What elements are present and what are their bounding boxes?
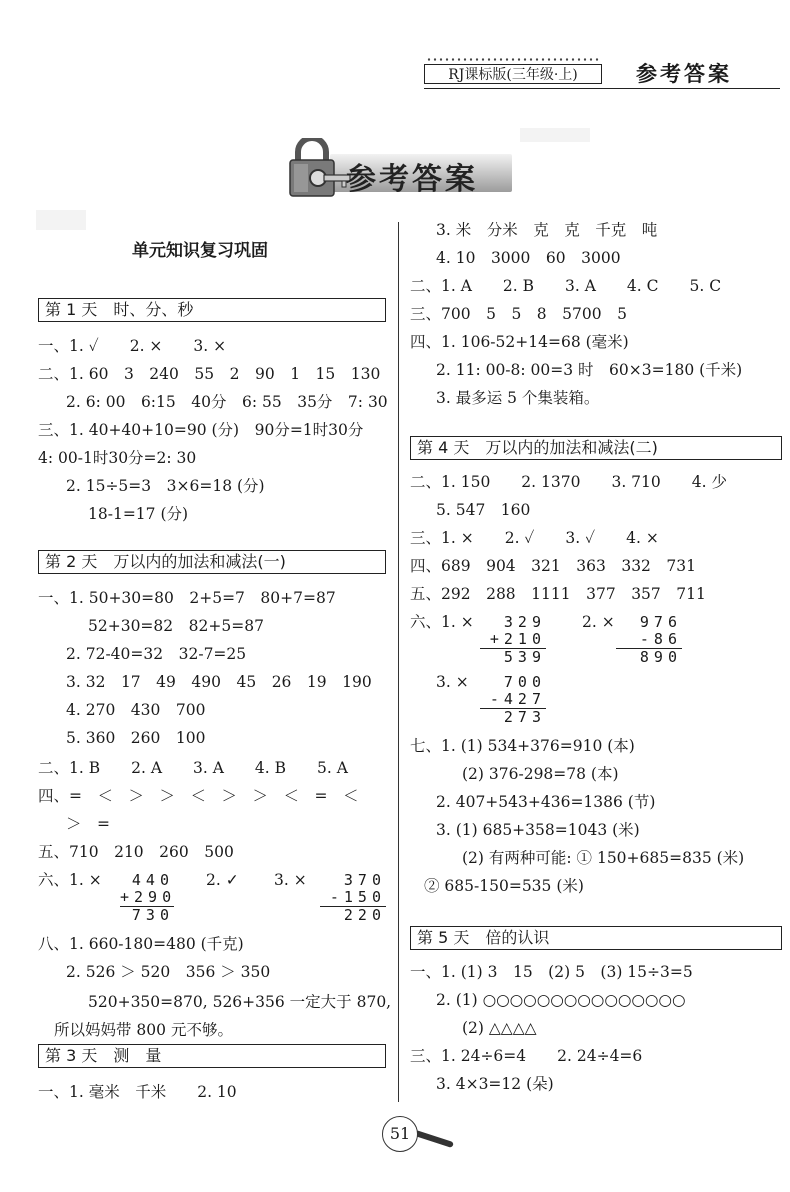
answer-line: 3. 米 分米 克 克 千克 吨 (436, 221, 658, 239)
answer-line: 2. 526 ＞ 520 356 ＞ 350 (66, 963, 271, 981)
answer-line: 一、1. (1) 3 15 (2) 5 (3) 15÷3=5 (410, 963, 693, 981)
calc-result: 539 (480, 648, 546, 666)
answer-line: 2. 72-40=32 32-7=25 (66, 645, 247, 663)
answer-line: 3. × (436, 673, 469, 691)
answer-line: 520+350=870, 526+356 一定大于 870, (88, 993, 392, 1011)
calc-result: 220 (320, 906, 386, 924)
day1-heading: 第 1 天 时、分、秒 (38, 298, 386, 322)
answer-line: 五、710 210 260 500 (38, 843, 234, 861)
answer-line: 三、1. 40+40+10=90 (分) 90分=1时30分 (38, 421, 364, 439)
calc-mid: +210 (489, 630, 546, 648)
answer-line: 3. 最多运 5 个集装箱。 (436, 389, 600, 407)
answer-line: 18-1=17 (分) (88, 505, 189, 523)
header-title: 参考答案 (636, 61, 732, 86)
vertical-calculation (320, 872, 386, 924)
answer-line: 4. 270 430 700 (66, 701, 206, 719)
answer-line: 5. 360 260 100 (66, 729, 206, 747)
answer-line: 四、689 904 321 363 332 731 (410, 557, 697, 575)
answer-line: 2. 15÷5=3 3×6=18 (分) (66, 477, 265, 495)
answer-line: ② 685-150=535 (米) (424, 877, 584, 895)
answer-line: 七、1. (1) 534+376=910 (本) (410, 737, 635, 755)
banner-title: 参考答案 (346, 162, 478, 197)
answer-line: (2) 376-298=78 (本) (462, 765, 619, 783)
calc-result: 273 (480, 708, 546, 726)
answer-line: 八、1. 660-180=480 (千克) (38, 935, 244, 953)
magnifier-icon (414, 1130, 454, 1148)
calc-top: 976 (639, 613, 682, 631)
calc-mid: -427 (489, 690, 546, 708)
answer-line: ＞ = (66, 815, 110, 833)
vertical-calculation (120, 871, 177, 924)
answer-line: 一、1. 毫米 千米 2. 10 (38, 1083, 237, 1101)
answer-line: 二、1. 60 3 240 55 2 90 1 15 130 (38, 365, 381, 383)
edition-label: RJ课标版(三年级·上) (424, 64, 602, 84)
header-dots (426, 58, 600, 61)
vertical-calculation (480, 674, 546, 726)
answer-line: 2. 407+543+436=1386 (节) (436, 793, 656, 811)
page-number: 51 (382, 1116, 418, 1152)
answer-line: 52+30=82 82+5=87 (88, 617, 264, 635)
answer-line: 3. 32 17 49 490 45 26 19 190 (66, 673, 372, 691)
calc-result: 890 (616, 648, 682, 666)
answer-line: 2. (1) ○○○○○○○○○○○○○○○ (436, 991, 686, 1009)
answer-line: 四、1. 106-52+14=68 (毫米) (410, 333, 629, 351)
answer-line: (2) △△△△ (462, 1019, 537, 1037)
calc-mid: -150 (329, 888, 386, 906)
calc-top: 370 (343, 871, 386, 889)
answer-line: 4: 00-1时30分=2: 30 (38, 449, 197, 467)
answer-line: 六、1. × (410, 613, 474, 631)
header-rule (424, 88, 780, 89)
answer-line: 三、1. 24÷6=4 2. 24÷4=6 (410, 1047, 643, 1065)
answer-line: (2) 有两种可能: ① 150+685=835 (米) (462, 849, 745, 867)
answer-line: 2. 11: 00-8: 00=3 时 60×3=180 (千米) (436, 361, 743, 379)
answer-line: 二、1. B 2. A 3. A 4. B 5. A (38, 759, 348, 777)
calc-mid: +290 (120, 888, 177, 906)
answer-line: 一、1. 50+30=80 2+5=7 80+7=87 (38, 589, 336, 607)
calc-top: 440 (131, 871, 174, 889)
answer-line: 3. 4×3=12 (朵) (436, 1075, 554, 1093)
answer-line: 三、1. × 2. ✓ 3. ✓ 4. × (410, 529, 659, 547)
calc-top: 329 (503, 613, 546, 631)
column-divider (398, 222, 399, 1102)
calc-mid: -86 (639, 630, 682, 648)
day2-heading: 第 2 天 万以内的加法和减法(一) (38, 550, 386, 574)
answer-line: 四、= ＜ ＞ ＞ ＜ ＞ ＞ ＜ = ＜ (38, 787, 359, 805)
answer-line: 二、1. A 2. B 3. A 4. C 5. C (410, 277, 722, 295)
answer-banner (284, 138, 512, 200)
vertical-calculation (480, 614, 546, 666)
answer-line: 3. × (274, 871, 307, 889)
answer-line: 2. ✓ (206, 871, 239, 889)
answer-line: 3. (1) 685+358=1043 (米) (436, 821, 640, 839)
calc-result: 730 (120, 906, 174, 924)
answer-line: 2. × (582, 613, 615, 631)
day5-heading: 第 5 天 倍的认识 (410, 926, 782, 950)
day4-heading: 第 4 天 万以内的加法和减法(二) (410, 436, 782, 460)
answer-line: 六、1. × (38, 871, 102, 889)
answer-line: 三、700 5 5 8 5700 5 (410, 305, 627, 323)
section-subtitle: 单元知识复习巩固 (132, 241, 268, 261)
answer-line: 二、1. 150 2. 1370 3. 710 4. 少 (410, 473, 727, 491)
day3-heading: 第 3 天 测 量 (38, 1044, 386, 1068)
bleed-through (36, 210, 86, 230)
calc-top: 700 (503, 673, 546, 691)
answer-line: 4. 10 3000 60 3000 (436, 249, 621, 267)
bleed-through (520, 128, 590, 142)
vertical-calculation (616, 614, 682, 666)
answer-line: 5. 547 160 (436, 501, 531, 519)
answer-line: 2. 6: 00 6:15 40分 6: 55 35分 7: 30 (66, 393, 388, 411)
answer-line: 五、292 288 1111 377 357 711 (410, 585, 706, 603)
answer-line: 一、1. ✓ 2. × 3. × (38, 337, 227, 355)
answer-line: 所以妈妈带 800 元不够。 (54, 1021, 233, 1039)
